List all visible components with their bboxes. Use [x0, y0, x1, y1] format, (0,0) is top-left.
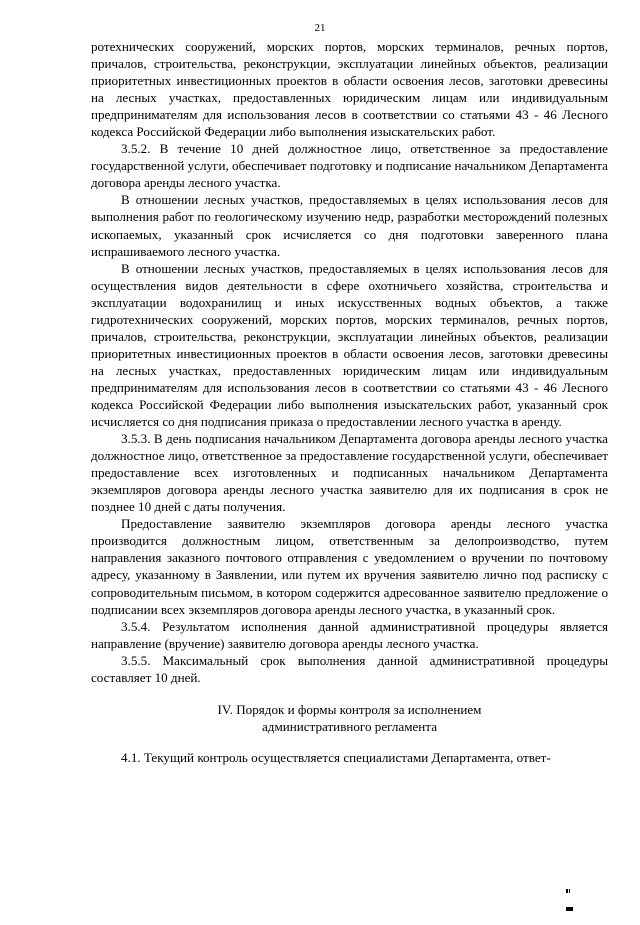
section-heading-line-1: IV. Порядок и формы контроля за исполнением [217, 701, 482, 717]
document-body [91, 38, 608, 766]
paragraph-hunting-plots: В отношении лесных участков, предоставляемых в целях использования лесов для осуществления видов деятельности в сфере охотничьего хозяйства, строительства и эксплуатации водохранилищ и иных искусственных водных объектов, а также гидротехнических сооружений, морских портов, морских терминалов, речных портов, причалов, строительства, реконструкции, эксплуатации линейных объектов, реализации приоритетных инвестиционных проектов в области освоения лесов, заготовки древесины на лесных участках, предоставленных юридическим лицам или индивидуальным предпринимателям для использования лесов в соответствии со статьями 43 - 46 Лесного кодекса Российской Федерации либо выполнения изыскательских работ, указанный срок исчисляется со дня подписания приказа о предоставлении лесного участка в аренду. [91, 260, 608, 430]
paragraph-3-5-3: 3.5.3. В день подписания начальником Департамента договора аренды лесного участка должностное лицо, ответственное за предоставление государственной услуги, обеспечивает предоставление всех изготовленных и подписанных начальником Департамента экземпляров договора аренды лесного участка заявителю для их подписания в срок не позднее 10 дней с даты получения. [91, 431, 608, 515]
paragraph-continuation: ротехнических сооружений, морских портов, морских терминалов, речных портов, причалов, строительства, реконструкции, эксплуатации линейных объектов, реализации приоритетных инвестиционных проектов в области освоения лесов, заготовки древесины на лесных участках, предоставленных юридическим лицам или индивидуальным предпринимателям для использования лесов в соответствии со статьями 43 - 46 Лесного кодекса Российской Федерации либо выполнения изыскательских работ. [91, 39, 608, 140]
scan-mark-icon [566, 889, 578, 893]
paragraph-3-5-5: 3.5.5. Максимальный срок выполнения данной административной процедуры составляет 10 дней. [91, 652, 608, 685]
paragraph-geology-plots: В отношении лесных участков, предоставляемых в целях использования лесов для выполнения работ по геологическому изучению недр, разработки месторождений полезных ископаемых, указанный срок исчисляется со дня подготовки заверенного плана испрашиваемого лесного участка. [91, 192, 608, 259]
section-heading-line-2: административного регламента [261, 718, 438, 734]
page-number: 21 [314, 22, 326, 34]
paragraph-3-5-2: 3.5.2. В течение 10 дней должностное лицо, ответственное за предоставление государственной услуги, обеспечивает подготовку и подписание начальником Департамента договора аренды лесного участка. [91, 141, 608, 191]
paragraph-4-1: 4.1. Текущий контроль осуществляется специалистами Департамента, ответ- [121, 749, 551, 765]
section-heading [91, 701, 608, 735]
paragraph-3-5-4: 3.5.4. Результатом исполнения данной административной процедуры является направление (вручение) заявителю договора аренды лесного участка. [91, 618, 608, 651]
paragraph-delivery: Предоставление заявителю экземпляров договора аренды лесного участка производится должностным лицом, ответственным за делопроизводство, путем направления заказного почтового отправления с уведомлением о вручении по почтовому адресу, указанному в Заявлении, или путем их вручения заявителю лично под расписку с сопроводительным письмом, в котором содержится адресованное заявителю предложение о подписании всех экземпляров договора аренды лесного участка, в указанный срок. [91, 516, 608, 617]
